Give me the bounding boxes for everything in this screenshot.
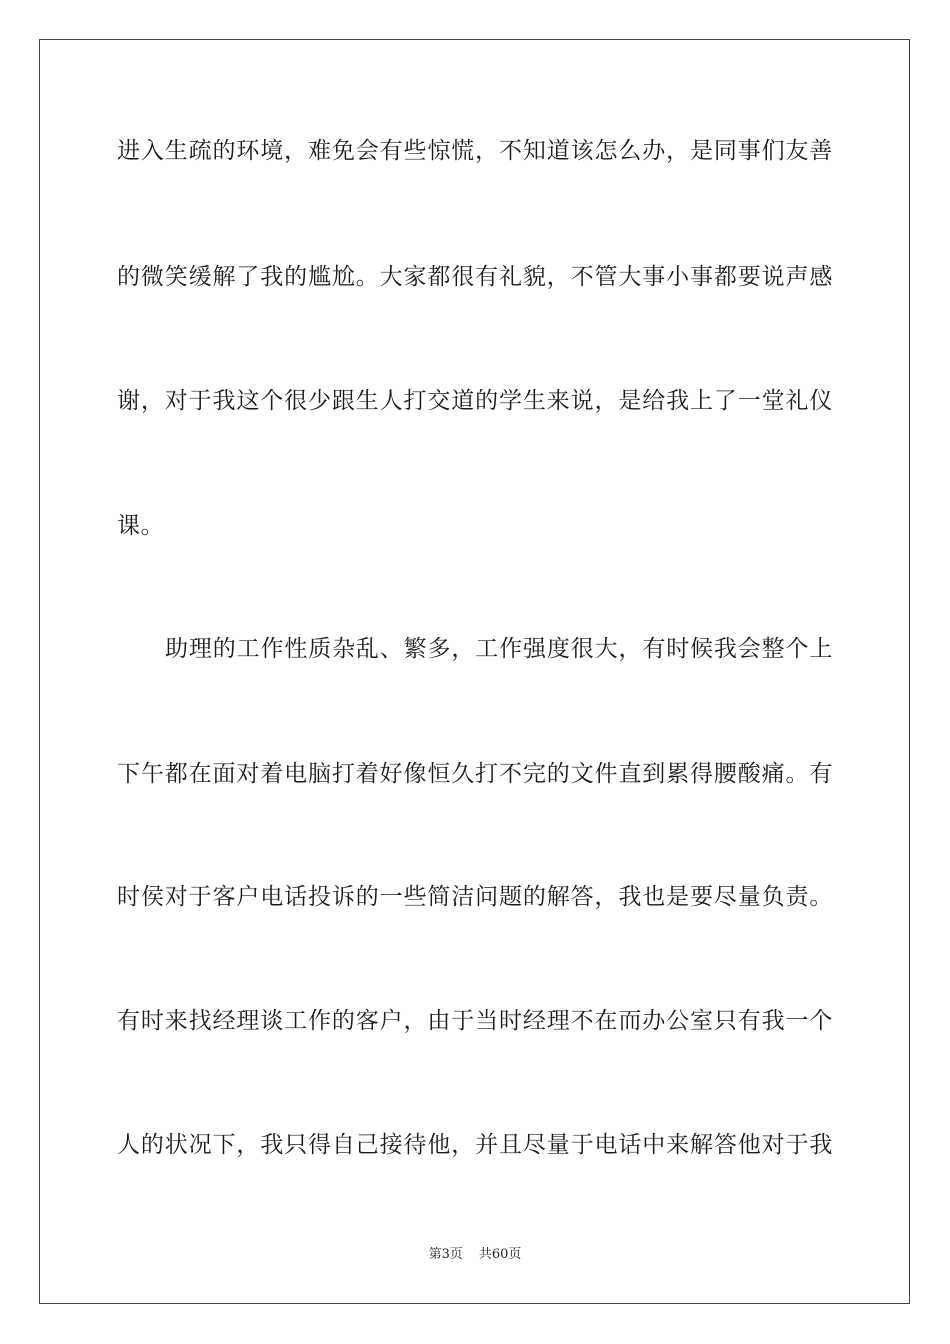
body-text-line-6: 下午都在面对着电脑打着好像恒久打不完的文件直到累得腰酸痛。有 [117,761,833,787]
body-text-line-7: 时侯对于客户电话投诉的一些简洁问题的解答，我也是要尽量负责。 [117,884,833,910]
body-text-line-3: 谢，对于我这个很少跟生人打交道的学生来说，是给我上了一堂礼仪 [117,388,833,414]
body-text-line-8: 有时来找经理谈工作的客户，由于当时经理不在而办公室只有我一个 [117,1008,833,1034]
page-border [39,39,910,1304]
body-text-line-5: 助理的工作性质杂乱、繁多，工作强度很大，有时候我会整个上 [165,636,833,662]
body-text-line-4: 课。 [117,513,165,539]
body-text-line-2: 的微笑缓解了我的尴尬。大家都很有礼貌，不管大事小事都要说声感 [117,264,833,290]
page-number: 第3页 [428,1247,463,1262]
body-text-line-1: 进入生疏的环境，难免会有些惊慌，不知道该怎么办，是同事们友善 [117,138,833,164]
body-text-line-9: 人的状况下，我只得自己接待他，并且尽量于电话中来解答他对于我 [117,1132,833,1158]
page-footer [0,1246,950,1264]
page-total: 共60页 [478,1247,522,1262]
